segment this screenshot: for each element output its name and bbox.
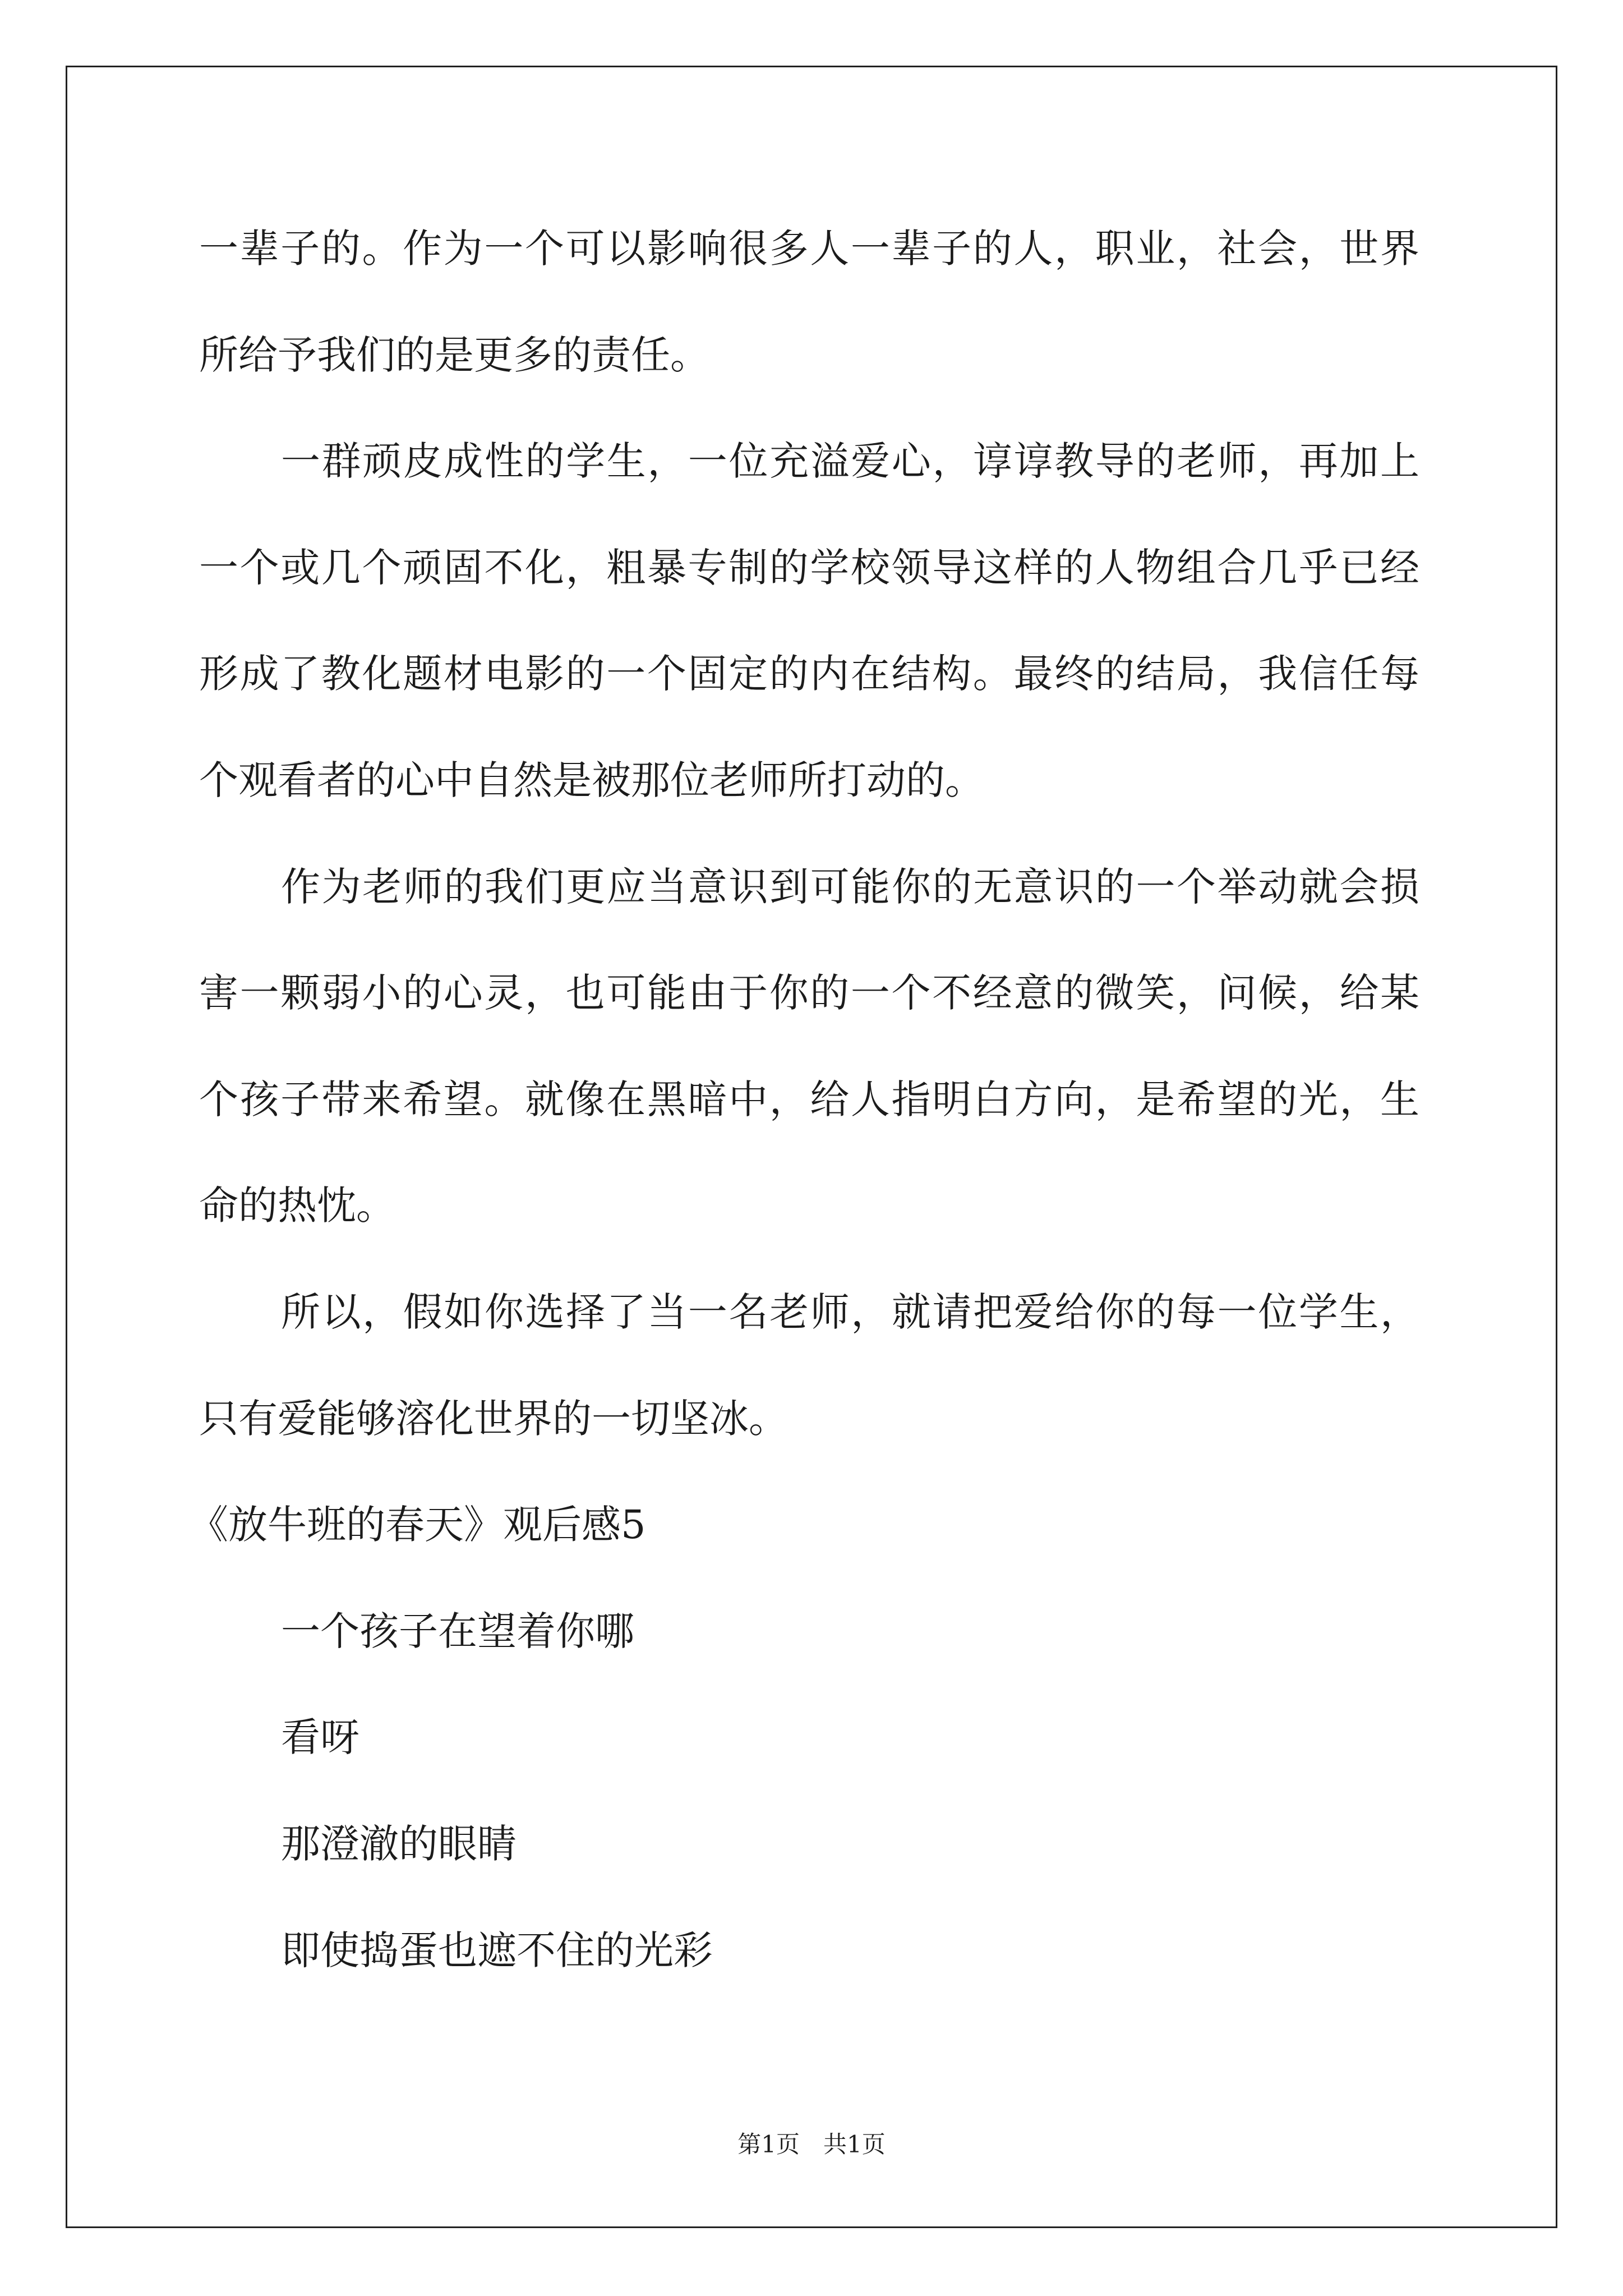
body-text-line: 所以，假如你选择了当一名老师，就请把爱给你的每一位学生，: [281, 1289, 1419, 1335]
body-text-line: 只有爱能够溶化世界的一切坚冰。: [199, 1395, 788, 1442]
page-number: 第1页 共1页: [737, 2131, 886, 2158]
body-text-line: 害一颗弱小的心灵，也可能由于你的一个不经意的微笑，问候，给某: [199, 970, 1419, 1016]
body-text-line: 个孩子带来希望。就像在黑暗中，给人指明白方向，是希望的光，生: [199, 1076, 1419, 1122]
document-body: [189, 196, 1419, 2004]
body-text-line: 个观看者的心中自然是被那位老师所打动的。: [199, 757, 984, 803]
body-text-line: 形成了教化题材电影的一个固定的内在结构。最终的结局，我信任每: [199, 651, 1419, 697]
verse-line: 一个孩子在望着你哪: [281, 1608, 634, 1654]
body-text-line: 作为老师的我们更应当意识到可能你的无意识的一个举动就会损: [281, 863, 1419, 910]
verse-line: 那澄澈的眼睛: [281, 1820, 517, 1867]
verse-line: 即使捣蛋也遮不住的光彩: [281, 1927, 713, 1973]
body-text-line: 一辈子的。作为一个可以影响很多人一辈子的人，职业，社会，世界: [199, 226, 1419, 272]
section-heading: 《放牛班的春天》观后感5: [189, 1502, 646, 1548]
body-text-line: 一群顽皮成性的学生，一位充溢爱心，谆谆教导的老师，再加上: [281, 438, 1419, 485]
body-text-line: 一个或几个顽固不化，粗暴专制的学校领导这样的人物组合几乎已经: [199, 544, 1419, 591]
body-text-line: 命的热忱。: [199, 1182, 395, 1229]
body-text-line: 所给予我们的是更多的责任。: [199, 332, 709, 378]
verse-line: 看呀: [281, 1714, 359, 1761]
